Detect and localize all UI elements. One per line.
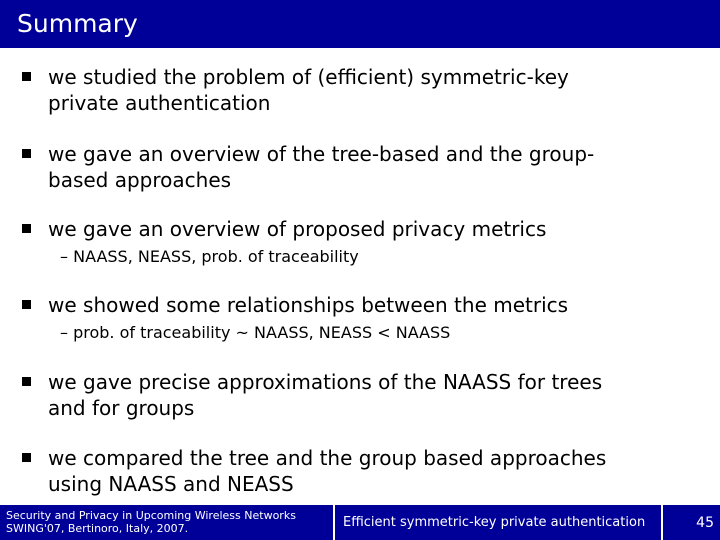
footer-talk-title-box bbox=[333, 505, 663, 540]
bullet-line: we gave precise approximations of the NAASS for trees bbox=[48, 370, 603, 394]
bullet-marker-icon bbox=[22, 141, 36, 151]
dash-icon: – bbox=[60, 247, 74, 266]
footer-talk-title: Efficient symmetric-key private authentication bbox=[343, 515, 646, 530]
bullet-marker-icon bbox=[22, 64, 36, 74]
bullet-marker-icon bbox=[22, 292, 36, 302]
dash-icon: – bbox=[60, 323, 74, 342]
bullet-item bbox=[48, 445, 688, 497]
bullet-line: using NAASS and NEASS bbox=[48, 472, 294, 496]
bullet-item bbox=[48, 216, 688, 242]
bullet-line: we gave an overview of proposed privacy metrics bbox=[48, 217, 547, 241]
bullet-line: we compared the tree and the group based approaches bbox=[48, 446, 607, 470]
bullet-item bbox=[48, 292, 688, 318]
bullet-marker-icon bbox=[22, 369, 36, 379]
bullet-marker-icon bbox=[22, 216, 36, 226]
bullet-item bbox=[48, 64, 688, 116]
footer-conference-line2: SWING'07, Bertinoro, Italy, 2007. bbox=[6, 522, 189, 535]
footer-conference-line1: Security and Privacy in Upcoming Wireless Networks bbox=[6, 509, 296, 522]
bullet-item bbox=[48, 141, 688, 193]
bullet-line: we showed some relationships between the metrics bbox=[48, 293, 569, 317]
slide-title: Summary bbox=[17, 9, 138, 38]
footer-conference bbox=[6, 509, 306, 535]
bullet-marker-icon bbox=[22, 445, 36, 455]
footer-bar bbox=[0, 505, 720, 540]
sub-bullet-text: NAASS, NEASS, prob. of traceability bbox=[73, 247, 359, 266]
bullet-line: based approaches bbox=[48, 168, 232, 192]
sub-bullet-item bbox=[60, 247, 680, 267]
sub-bullet-item bbox=[60, 323, 680, 343]
bullet-line: private authentication bbox=[48, 91, 271, 115]
bullet-line: we studied the problem of (efficient) symmetric-key bbox=[48, 65, 569, 89]
sub-bullet-text: prob. of traceability ~ NAASS, NEASS < NAASS bbox=[73, 323, 451, 342]
title-bar bbox=[0, 0, 720, 48]
page-number: 45 bbox=[696, 515, 714, 531]
bullet-line: and for groups bbox=[48, 396, 195, 420]
bullet-line: we gave an overview of the tree-based and the group- bbox=[48, 142, 595, 166]
bullet-item bbox=[48, 369, 688, 421]
